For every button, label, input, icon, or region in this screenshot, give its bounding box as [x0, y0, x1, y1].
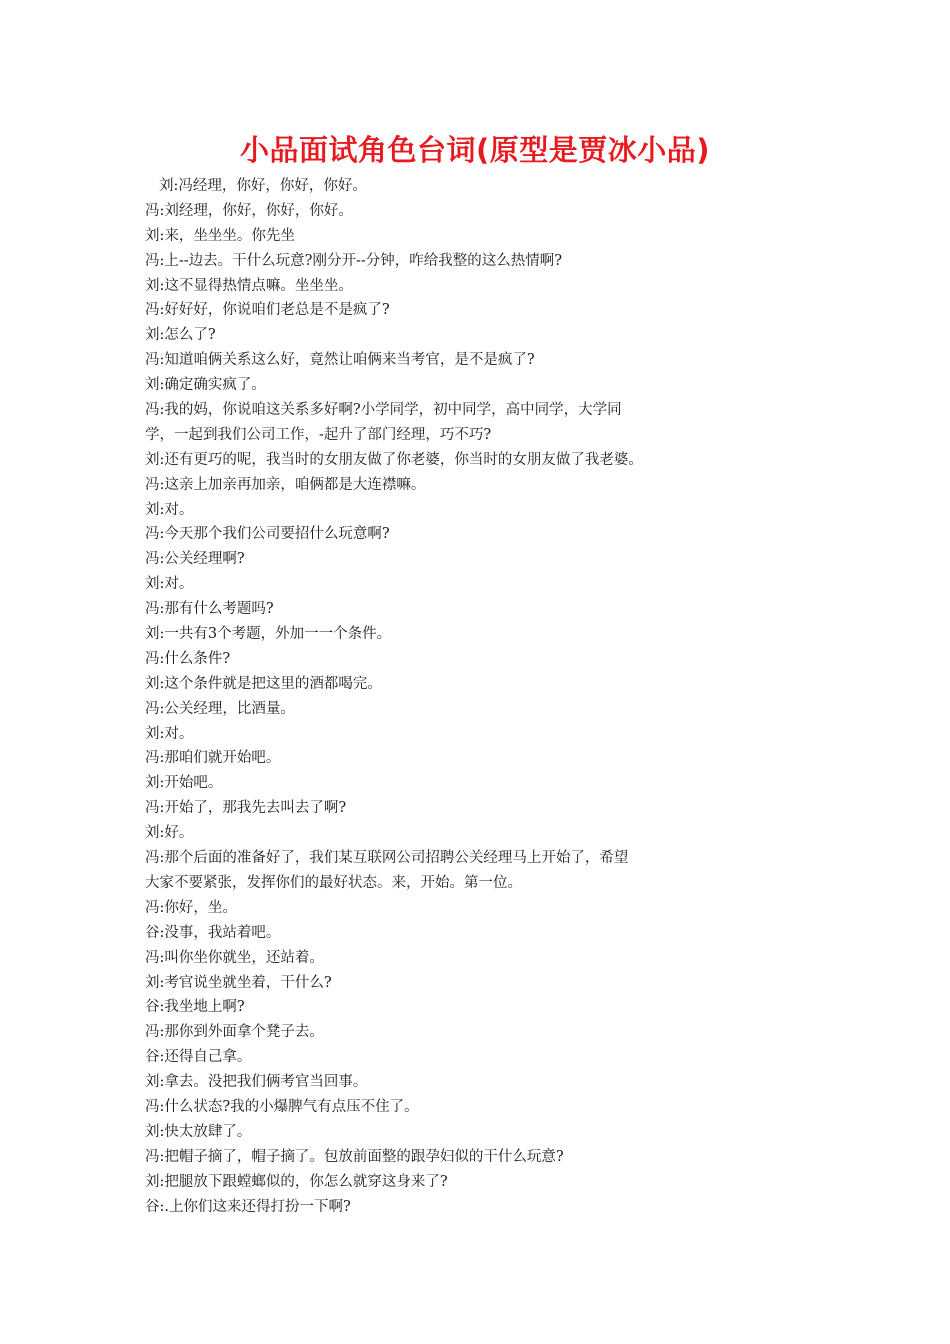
dialogue-line: 刘:对。: [145, 576, 194, 593]
dialogue-line: 刘:一共有3个考题，外加一一个条件。: [145, 626, 392, 643]
dialogue-line: 冯:那有什么考题吗?: [145, 601, 274, 618]
dialogue-line: 冯:那咱们就开始吧。: [145, 750, 281, 767]
dialogue-line: 谷:.上你们这来还得打扮一下啊?: [145, 1198, 351, 1215]
dialogue-line: 刘:这不显得热情点嘛。坐坐坐。: [145, 277, 353, 294]
dialogue-line: 冯:知道咱俩关系这么好，竟然让咱俩来当考官，是不是疯了?: [145, 352, 535, 369]
dialogue-line: 刘:这个条件就是把这里的酒都喝完。: [145, 675, 382, 692]
dialogue-line: 冯:今天那个我们公司要招什么玩意啊?: [145, 526, 390, 543]
dialogue-line: 冯:公关经理啊?: [145, 551, 245, 568]
dialogue-line: 刘:来，坐坐坐。你先坐: [145, 227, 295, 244]
dialogue-line: 刘:冯经理，你好，你好，你好。: [159, 178, 367, 194]
dialogue-line: 冯:你好，坐。: [145, 899, 237, 916]
document-title: 小品面试角色台词(原型是贾冰小品): [239, 133, 710, 167]
dialogue-line: 刘:好。: [145, 825, 194, 842]
dialogue-line: 刘:对。: [145, 725, 194, 742]
dialogue-line: 谷:还得自己拿。: [145, 1049, 252, 1066]
dialogue-line: 冯:把帽子摘了，帽子摘了。包放前面整的跟孕妇似的干什么玩意?: [145, 1148, 564, 1165]
dialogue-line: 刘:还有更巧的呢，我当时的女朋友做了你老婆，你当时的女朋友做了我老婆。: [145, 451, 643, 468]
dialogue-line: 冯:好好好，你说咱们老总是不是疯了?: [145, 302, 390, 319]
dialogue-line: 刘:对。: [145, 501, 194, 518]
dialogue-body: [145, 174, 845, 1219]
dialogue-line: 刘:拿去。没把我们俩考官当回事。: [145, 1074, 368, 1091]
dialogue-line: 冯:什么条件?: [145, 650, 231, 667]
dialogue-line: 冯:那你到外面拿个凳子去。: [145, 1024, 324, 1041]
dialogue-line: 刘:快太放肆了。: [145, 1123, 252, 1140]
dialogue-line: 谷:没事，我站着吧。: [145, 924, 281, 941]
dialogue-line: 冯:叫你坐你就坐，还站着。: [145, 949, 324, 966]
dialogue-line: 刘:开始吧。: [145, 775, 223, 792]
dialogue-line: 冯:这亲上加亲再加亲，咱俩都是大连襟嘛。: [145, 476, 426, 493]
dialogue-line: 刘:怎么了?: [145, 327, 216, 344]
dialogue-line: 刘:把腿放下跟螳螂似的，你怎么就穿这身来了?: [145, 1173, 448, 1190]
dialogue-line: 谷:我坐地上啊?: [145, 999, 245, 1016]
dialogue-line: 冯:公关经理，比酒量。: [145, 700, 295, 717]
dialogue-line: 冯:我的妈，你说咱这关系多好啊?小学同学，初中同学，高中同学，大学同: [145, 402, 622, 419]
dialogue-line: 冯:刘经理，你好，你好，你好。: [145, 202, 353, 219]
dialogue-line: 冯:开始了，那我先去叫去了啊?: [145, 800, 347, 817]
dialogue-line: 冯:上--边去。干什么玩意?刚分开--分钟，咋给我整的这么热情啊?: [145, 252, 563, 269]
dialogue-line: 冯:那个后面的准备好了，我们某互联网公司招聘公关经理马上开始了，希望: [145, 850, 629, 867]
dialogue-line: 刘:考官说坐就坐着，干什么?: [145, 974, 332, 991]
dialogue-line: 大家不要紧张，发挥你们的最好状态。来，开始。第一位。: [145, 874, 522, 891]
dialogue-line: 刘:确定确实疯了。: [145, 377, 266, 394]
dialogue-line: 冯:什么状态?我的小爆脾气有点压不住了。: [145, 1098, 419, 1115]
dialogue-line: 学，一起到我们公司工作，-起升了部门经理，巧不巧?: [145, 426, 492, 443]
